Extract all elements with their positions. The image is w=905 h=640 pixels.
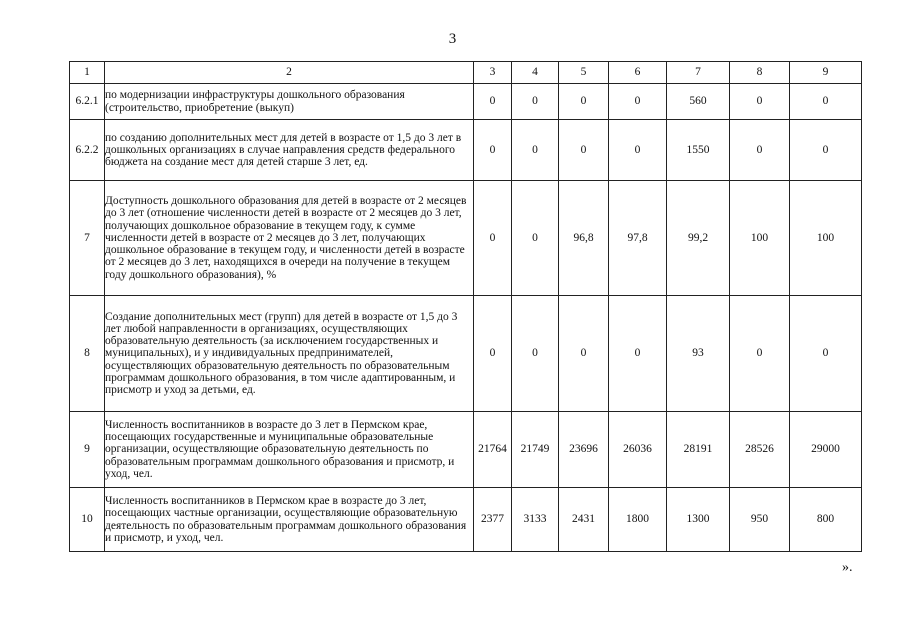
value-cell: 560 [667,84,730,120]
value-cell: 0 [790,296,862,412]
table-row [70,84,862,120]
value-cell: 800 [790,488,862,552]
value-cell: 0 [559,120,609,181]
value-cell: 0 [512,120,559,181]
header-cell: 4 [512,62,559,84]
table-row [70,120,862,181]
header-cell: 5 [559,62,609,84]
row-number: 6.2.1 [70,84,105,120]
value-cell: 0 [730,296,790,412]
value-cell: 99,2 [667,181,730,296]
value-cell: 0 [730,84,790,120]
header-cell: 2 [105,62,474,84]
value-cell: 1800 [609,488,667,552]
value-cell: 23696 [559,412,609,488]
header-cell: 3 [474,62,512,84]
closing-quote-mark: ». [842,560,853,575]
row-description: Создание дополнительных мест (групп) для детей в возрасте от 1,5 до 3 лет любой направленности в организациях, осуществляющих образовательную деятельность (за исключением государственных и муниципальных), и у индивидуальных предпринимателей, осуществляющих образовательную деятельность по образовательным программам дошкольного образования, в том числе адаптированным, и присмотр и уход за детьми, ед. [105,296,474,412]
row-number: 6.2.2 [70,120,105,181]
value-cell: 3133 [512,488,559,552]
value-cell: 100 [730,181,790,296]
row-number: 10 [70,488,105,552]
table-row [70,296,862,412]
value-cell: 97,8 [609,181,667,296]
header-cell: 7 [667,62,730,84]
page-number: 3 [448,31,457,47]
value-cell: 0 [474,120,512,181]
value-cell: 0 [474,181,512,296]
value-cell: 96,8 [559,181,609,296]
value-cell: 0 [512,296,559,412]
value-cell: 0 [790,120,862,181]
row-description: по модернизации инфраструктуры дошкольного образования (строительство, приобретение (выкуп) [105,84,474,120]
row-description: Доступность дошкольного образования для детей в возрасте от 2 месяцев до 3 лет (отношение численности детей в возрасте от 2 месяцев до 3 лет, получающих дошкольное образование в текущем году, к сумме численности детей в возрасте от 2 месяцев до 3 лет, получающих дошкольное образование в текущем году, и численности детей в возрасте от 2 месяцев до 3 лет, находящихся в очереди на получение в текущем году дошкольного образования), % [105,181,474,296]
value-cell: 21764 [474,412,512,488]
value-cell: 0 [512,181,559,296]
value-cell: 0 [609,120,667,181]
row-description: Численность воспитанников в возрасте до 3 лет в Пермском крае, посещающих государственные и муниципальные образовательные организации, осуществляющие образовательную деятельность по образовательным программам дошкольного образования и присмотр, и уход, чел. [105,412,474,488]
header-cell: 9 [790,62,862,84]
value-cell: 0 [559,84,609,120]
value-cell: 0 [730,120,790,181]
value-cell: 1300 [667,488,730,552]
value-cell: 0 [512,84,559,120]
value-cell: 0 [559,296,609,412]
value-cell: 0 [609,84,667,120]
row-description: по созданию дополнительных мест для детей в возрасте от 1,5 до 3 лет в дошкольных организациях в случае направления средств федерального бюджета на создание мест для детей старше 3 лет, ед. [105,120,474,181]
value-cell: 28526 [730,412,790,488]
value-cell: 21749 [512,412,559,488]
value-cell: 28191 [667,412,730,488]
value-cell: 1550 [667,120,730,181]
value-cell: 0 [474,296,512,412]
value-cell: 0 [609,296,667,412]
table-row [70,488,862,552]
value-cell: 26036 [609,412,667,488]
value-cell: 2377 [474,488,512,552]
value-cell: 29000 [790,412,862,488]
row-number: 7 [70,181,105,296]
indicators-table [69,61,862,552]
row-description: Численность воспитанников в Пермском крае в возрасте до 3 лет, посещающих частные организации, осуществляющие образовательную деятельность по образовательным программам дошкольного образования и присмотр, и уход, чел. [105,488,474,552]
row-number: 9 [70,412,105,488]
value-cell: 93 [667,296,730,412]
value-cell: 100 [790,181,862,296]
value-cell: 0 [474,84,512,120]
value-cell: 0 [790,84,862,120]
header-cell: 6 [609,62,667,84]
table-row [70,412,862,488]
value-cell: 950 [730,488,790,552]
header-cell: 1 [70,62,105,84]
header-cell: 8 [730,62,790,84]
value-cell: 2431 [559,488,609,552]
table-row [70,181,862,296]
table-header-row [70,62,862,84]
row-number: 8 [70,296,105,412]
